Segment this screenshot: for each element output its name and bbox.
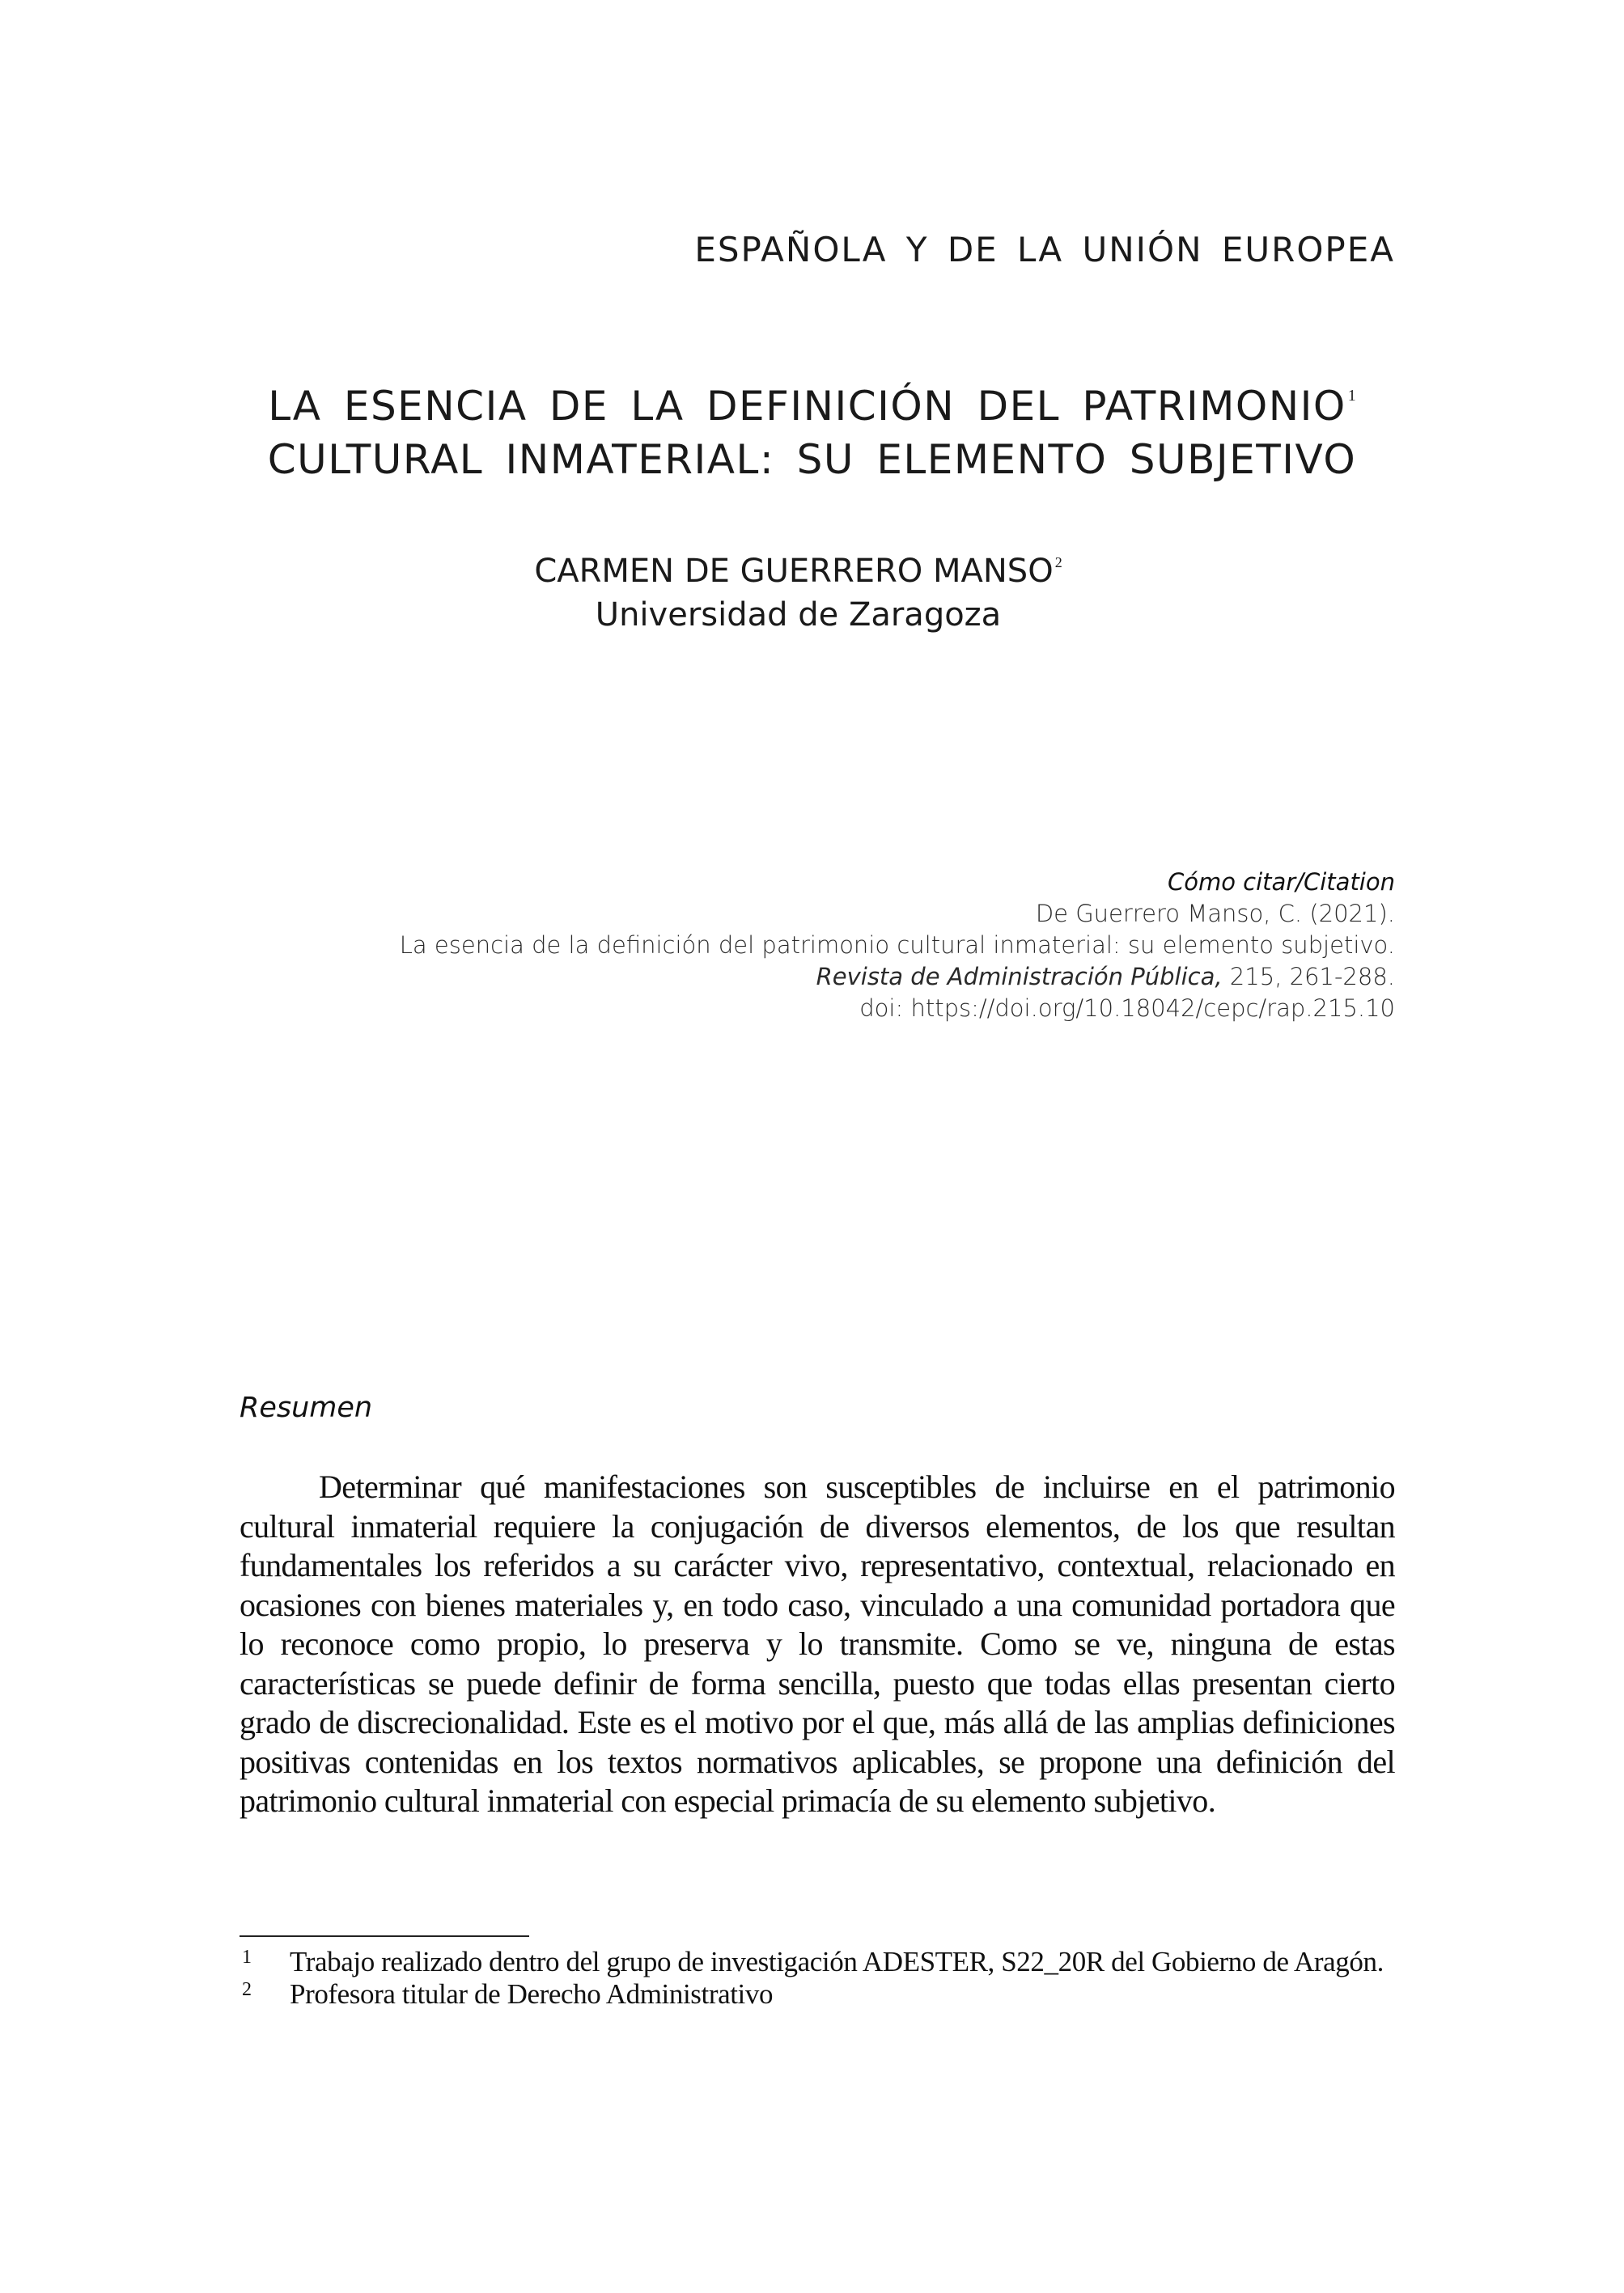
footnote-ref-1[interactable]: 1 [1347, 387, 1356, 405]
footnote-ref-2[interactable]: 2 [1054, 554, 1062, 570]
running-head: ESPAÑOLA Y DE LA UNIÓN EUROPEA [694, 230, 1395, 269]
author-name-text: CARMEN DE GUERRERO MANSO [534, 553, 1054, 590]
citation-article-title: La esencia de la definición del patrimonio cultural inmaterial: su elemento subjetivo. [399, 931, 1395, 959]
abstract-text: Determinar qué manifestaciones son susceptibles de incluirse en el patrimonio cultural inmaterial requiere la conjugación de diversos elementos, de los que resultan fundamentales los referidos a su carácter vivo, representativo, contextual, relacionado en ocasiones con bienes materiales y, en todo caso, vinculado a una comunidad portadora que lo reconoce como propio, lo preserva y lo transmite. Como se ve, ninguna de estas características se puede definir de forma sencilla, puesto que todas ellas presentan cierto grado de discrecionalidad. Este es el motivo por el que, más allá de las amplias definiciones positivas contenidas en los textos normativos aplicables, se propone una definición del patrimonio cultural inmaterial con especial primacía de su elemento subjetivo. [240, 1469, 1395, 1819]
author-affiliation: Universidad de Zaragoza [595, 596, 1002, 634]
article-title [0, 369, 1624, 486]
footnote-2-text: Profesora titular de Derecho Administrativo [290, 1978, 774, 2010]
citation-journal: Revista de Administración Pública, [816, 963, 1223, 990]
footnote-1-number: 1 [242, 1947, 252, 1968]
author-block [0, 540, 1610, 637]
title-line-1-text: LA ESENCIA DE LA DEFINICIÓN DEL PATRIMONIO [268, 383, 1346, 430]
citation-volume-pages: 215, 261-288. [1222, 963, 1395, 990]
citation-label: Cómo citar/Citation [1167, 868, 1395, 896]
citation-block [400, 867, 1395, 1024]
title-line-1 [0, 369, 1624, 433]
author-name [0, 540, 1610, 593]
footnote-divider [240, 1935, 529, 1937]
footnote-1 [240, 1946, 1395, 1978]
footnote-2 [240, 1978, 1395, 2011]
footnote-2-number: 2 [242, 1979, 252, 2000]
citation-journal-line [400, 961, 1395, 993]
citation-doi[interactable]: doi: https://doi.org/10.18042/cepc/rap.215.10 [859, 994, 1395, 1022]
citation-author-year: De Guerrero Manso, C. (2021). [1035, 900, 1395, 927]
footnotes [240, 1946, 1395, 2011]
title-line-2: CULTURAL INMATERIAL: SU ELEMENTO SUBJETIVO [267, 436, 1357, 483]
footnote-1-text: Trabajo realizado dentro del grupo de investigación ADESTER, S22_20R del Gobierno de Aragón. [290, 1946, 1384, 1977]
abstract-heading: Resumen [240, 1392, 373, 1424]
